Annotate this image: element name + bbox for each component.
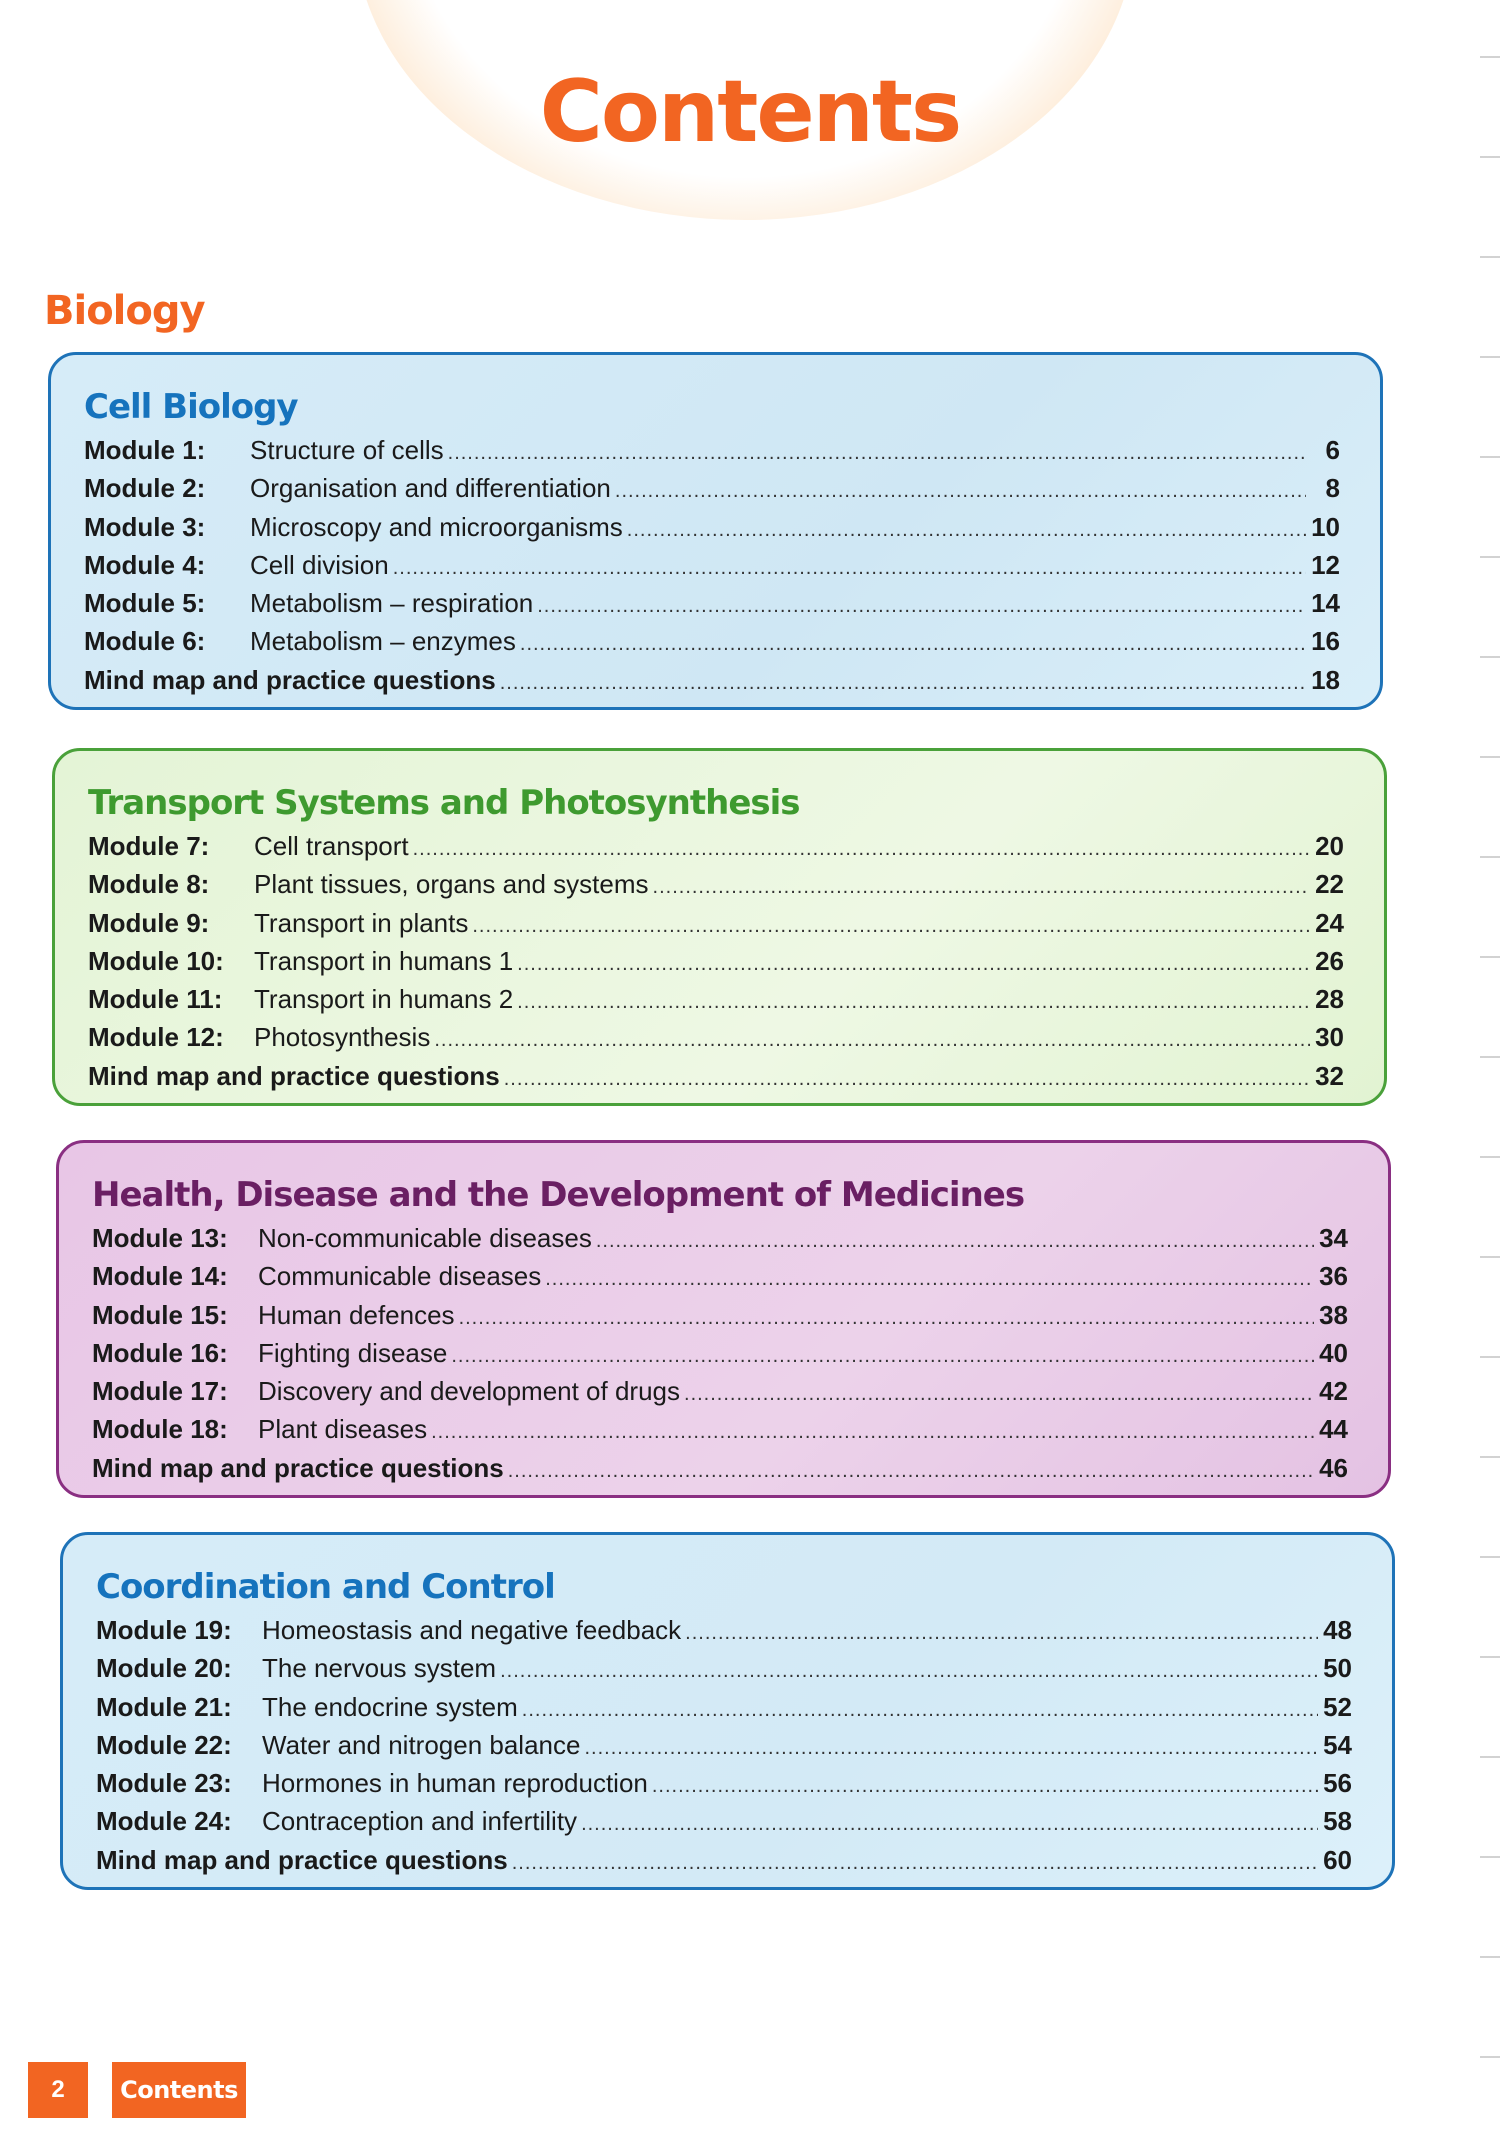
- mind-map-title: Mind map and practice questions: [96, 1844, 508, 1875]
- dot-leader: [684, 1375, 1314, 1413]
- toc-entry[interactable]: [92, 1219, 1348, 1257]
- mind-map-title: Mind map and practice questions: [92, 1452, 504, 1483]
- toc-entry[interactable]: [92, 1334, 1348, 1372]
- section-title: Health, Disease and the Development of Medicines: [92, 1175, 1025, 1215]
- module-label: Module 17:: [92, 1376, 228, 1407]
- toc-entry[interactable]: [96, 1726, 1352, 1764]
- toc-entry[interactable]: [84, 584, 1340, 622]
- module-label: Module 20:: [96, 1653, 232, 1684]
- toc-entry[interactable]: [96, 1802, 1352, 1840]
- module-title: Hormones in human reproduction: [262, 1768, 648, 1799]
- toc-entry[interactable]: [88, 865, 1344, 903]
- dot-leader: [448, 434, 1306, 472]
- page-number: 24: [1315, 907, 1344, 938]
- page-number: 50: [1323, 1653, 1352, 1684]
- module-title: Metabolism – respiration: [250, 588, 534, 619]
- toc-entry[interactable]: [88, 904, 1344, 942]
- dot-leader: [508, 1452, 1314, 1490]
- mind-map-title: Mind map and practice questions: [88, 1060, 500, 1091]
- module-label: Module 13:: [92, 1223, 228, 1253]
- page-number: 56: [1323, 1768, 1352, 1799]
- page-number: 18: [1311, 664, 1340, 695]
- page-number: 32: [1315, 1060, 1344, 1091]
- dot-leader: [520, 625, 1306, 663]
- module-label: Module 15:: [92, 1299, 228, 1330]
- mind-map-entry[interactable]: [92, 1449, 1348, 1487]
- binding-edge-marks: [1480, 0, 1500, 2130]
- page-number: 46: [1319, 1452, 1348, 1483]
- dot-leader: [500, 664, 1306, 702]
- module-label: Module 3:: [84, 511, 206, 542]
- module-label: Module 14:: [92, 1261, 228, 1292]
- mind-map-entry[interactable]: [88, 1057, 1344, 1095]
- dot-leader: [431, 1413, 1314, 1451]
- module-title: Fighting disease: [258, 1337, 448, 1368]
- module-label: Module 2:: [84, 473, 206, 504]
- page-number: 26: [1315, 945, 1344, 976]
- page-number: 38: [1319, 1299, 1348, 1330]
- section-health-disease: [56, 1140, 1391, 1498]
- module-label: Module 7:: [88, 831, 210, 861]
- toc-entry[interactable]: [96, 1688, 1352, 1726]
- module-title: Photosynthesis: [254, 1022, 431, 1053]
- toc-entry[interactable]: [88, 827, 1344, 865]
- page-number: 60: [1323, 1844, 1352, 1875]
- module-label: Module 12:: [88, 1022, 224, 1053]
- module-title: The endocrine system: [262, 1691, 518, 1722]
- toc-entry[interactable]: [84, 469, 1340, 507]
- dot-leader: [434, 1021, 1310, 1059]
- toc-entry[interactable]: [92, 1372, 1348, 1410]
- toc-entry[interactable]: [84, 431, 1340, 469]
- page-number: 52: [1323, 1691, 1352, 1722]
- module-title: Plant diseases: [258, 1414, 428, 1445]
- dot-leader: [627, 511, 1306, 549]
- toc-entry[interactable]: [96, 1649, 1352, 1687]
- toc-entry[interactable]: [92, 1257, 1348, 1295]
- module-label: Module 11:: [88, 984, 223, 1015]
- module-title: Structure of cells: [250, 435, 444, 465]
- dot-leader: [393, 549, 1306, 587]
- module-title: Cell transport: [254, 831, 409, 861]
- section-title: Transport Systems and Photosynthesis: [88, 783, 800, 823]
- page-number: 12: [1311, 549, 1340, 580]
- dot-leader: [652, 1767, 1318, 1805]
- module-label: Module 23:: [96, 1768, 232, 1799]
- section-transport-systems: [52, 748, 1387, 1106]
- section-title: Cell Biology: [84, 387, 298, 427]
- page-number: 48: [1323, 1615, 1352, 1645]
- page-number: 54: [1323, 1729, 1352, 1760]
- page-number: 14: [1311, 588, 1340, 619]
- page-number: 34: [1319, 1223, 1348, 1253]
- mind-map-entry[interactable]: [96, 1841, 1352, 1879]
- dot-leader: [545, 1260, 1314, 1298]
- dot-leader: [537, 587, 1306, 625]
- page-title: Contents: [539, 62, 961, 162]
- page-number-badge: 2: [28, 2062, 88, 2118]
- module-title: Organisation and differentiation: [250, 473, 611, 504]
- module-label: Module 6:: [84, 626, 206, 657]
- module-label: Module 22:: [96, 1729, 232, 1760]
- module-title: Metabolism – enzymes: [250, 626, 516, 657]
- dot-leader: [584, 1729, 1318, 1767]
- dot-leader: [459, 1299, 1314, 1337]
- dot-leader: [522, 1691, 1318, 1729]
- toc-entry[interactable]: [88, 1018, 1344, 1056]
- toc-entry[interactable]: [92, 1296, 1348, 1334]
- module-label: Module 24:: [96, 1806, 232, 1837]
- page-number: 20: [1315, 831, 1344, 861]
- dot-leader: [596, 1222, 1314, 1260]
- module-title: Microscopy and microorganisms: [250, 511, 623, 542]
- toc-entry[interactable]: [96, 1764, 1352, 1802]
- module-title: Cell division: [250, 549, 389, 580]
- page-number: 30: [1315, 1022, 1344, 1053]
- dot-leader: [472, 907, 1310, 945]
- module-label: Module 5:: [84, 588, 206, 619]
- page-number: 36: [1319, 1261, 1348, 1292]
- page-number: 8: [1325, 473, 1340, 504]
- dot-leader: [517, 983, 1310, 1021]
- module-title: Human defences: [258, 1299, 455, 1330]
- module-title: Transport in plants: [254, 907, 469, 938]
- page-number: 44: [1319, 1414, 1348, 1445]
- page-number: 22: [1315, 869, 1344, 900]
- footer-section-label: Contents: [112, 2062, 246, 2118]
- dot-leader: [512, 1844, 1318, 1882]
- module-title: Non-communicable diseases: [258, 1223, 592, 1253]
- page-number: 58: [1323, 1806, 1352, 1837]
- module-title: Water and nitrogen balance: [262, 1729, 581, 1760]
- page-number: 16: [1311, 626, 1340, 657]
- dot-leader: [653, 868, 1310, 906]
- dot-leader: [413, 830, 1310, 868]
- module-label: Module 1:: [84, 435, 206, 465]
- dot-leader: [500, 1652, 1318, 1690]
- module-title: Homeostasis and negative feedback: [262, 1615, 682, 1645]
- page-number: 6: [1325, 435, 1340, 465]
- section-title: Coordination and Control: [96, 1567, 555, 1607]
- subject-heading: Biology: [44, 288, 205, 334]
- page-number: 28: [1315, 984, 1344, 1015]
- module-label: Module 8:: [88, 869, 210, 900]
- module-label: Module 19:: [96, 1615, 232, 1645]
- module-label: Module 18:: [92, 1414, 228, 1445]
- module-title: The nervous system: [262, 1653, 497, 1684]
- section-cell-biology: [48, 352, 1383, 710]
- dot-leader: [451, 1337, 1314, 1375]
- dot-leader: [615, 472, 1306, 510]
- toc-entry[interactable]: [92, 1410, 1348, 1448]
- module-title: Communicable diseases: [258, 1261, 542, 1292]
- page-number: 10: [1311, 511, 1340, 542]
- dot-leader: [517, 945, 1310, 983]
- toc-entry[interactable]: [88, 942, 1344, 980]
- module-title: Transport in humans 1: [254, 945, 514, 976]
- module-label: Module 9:: [88, 907, 210, 938]
- module-title: Contraception and infertility: [262, 1806, 578, 1837]
- module-title: Plant tissues, organs and systems: [254, 869, 649, 900]
- toc-entry[interactable]: [84, 622, 1340, 660]
- dot-leader: [504, 1060, 1310, 1098]
- module-title: Transport in humans 2: [254, 984, 514, 1015]
- section-coordination-control: [60, 1532, 1395, 1890]
- toc-entry[interactable]: [84, 508, 1340, 546]
- dot-leader: [685, 1614, 1318, 1652]
- module-label: Module 16:: [92, 1337, 228, 1368]
- toc-entry[interactable]: [96, 1611, 1352, 1649]
- toc-entry[interactable]: [84, 546, 1340, 584]
- module-label: Module 4:: [84, 549, 206, 580]
- module-label: Module 21:: [96, 1691, 232, 1722]
- module-label: Module 10:: [88, 945, 224, 976]
- toc-entry[interactable]: [88, 980, 1344, 1018]
- page-number: 40: [1319, 1337, 1348, 1368]
- page-number: 42: [1319, 1376, 1348, 1407]
- mind-map-title: Mind map and practice questions: [84, 664, 496, 695]
- module-title: Discovery and development of drugs: [258, 1376, 681, 1407]
- dot-leader: [581, 1805, 1318, 1843]
- mind-map-entry[interactable]: [84, 661, 1340, 699]
